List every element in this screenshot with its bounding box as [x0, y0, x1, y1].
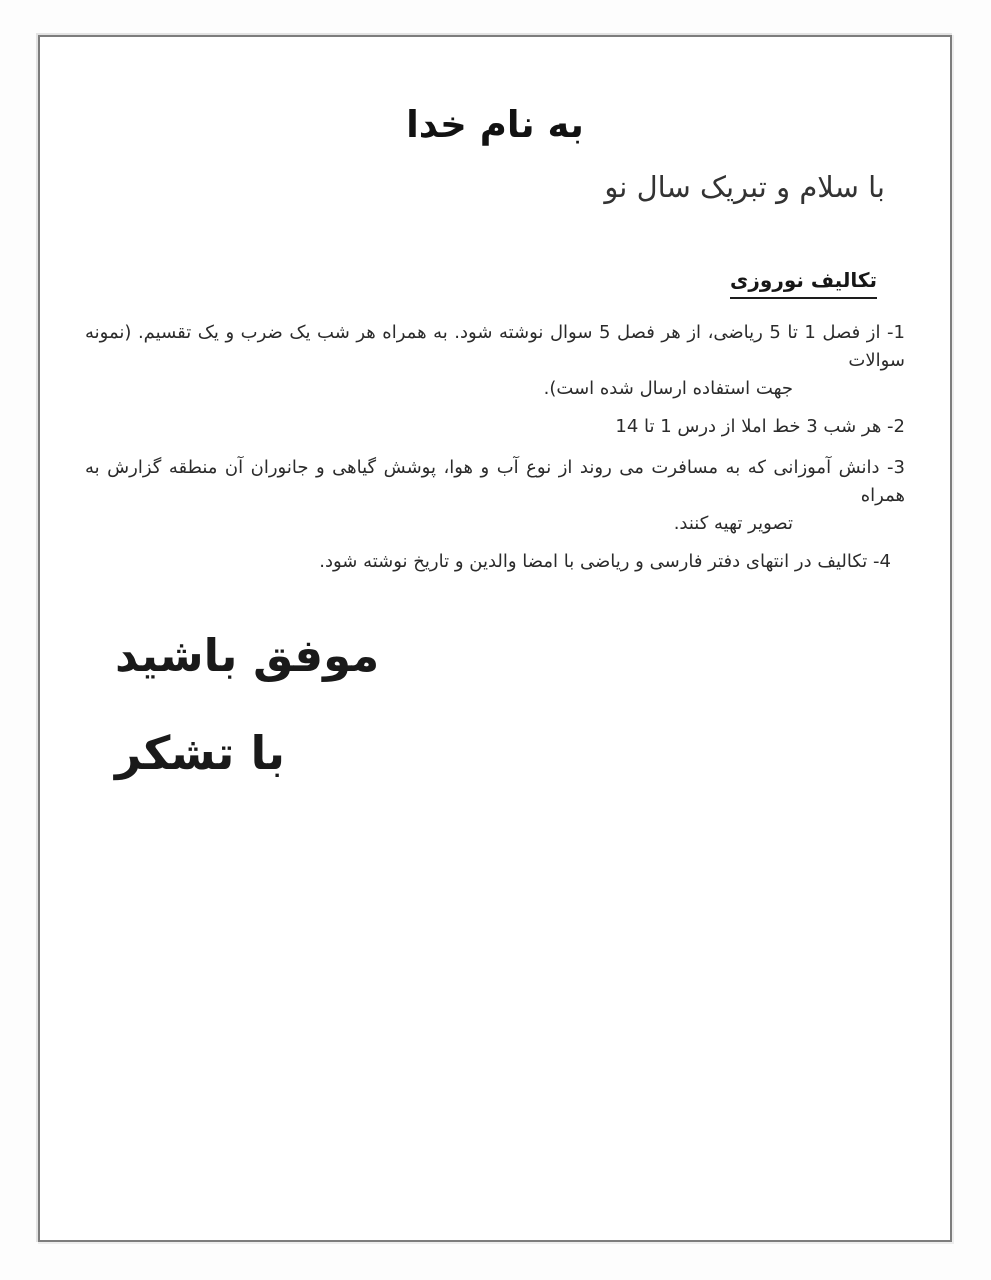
assignment-1-line-2: جهت استفاده ارسال شده است).	[543, 378, 793, 399]
assignments-list	[85, 319, 905, 576]
assignment-2-line-1: 2- هر شب 3 خط املا از درس 1 تا 14	[615, 416, 905, 437]
section-heading-text: تکالیف نوروزی	[730, 267, 877, 299]
assignment-item-1	[85, 319, 905, 403]
bismillah-title: به نام خدا	[406, 103, 584, 146]
greeting-line: با سلام و تبریک سال نو	[604, 170, 885, 204]
page-content	[40, 37, 950, 1240]
assignment-item-2	[85, 413, 905, 441]
assignment-3-line-1: 3- دانش آموزانی که به مسافرت می روند از نوع آب و هوا، پوشش گیاهی و جانوران آن منطقه گزارش به همراه	[85, 457, 905, 506]
assignment-4-line-1: 4- تکالیف در انتهای دفتر فارسی و ریاضی با امضا والدین و تاریخ نوشته شود.	[319, 551, 891, 572]
page-border-frame	[38, 35, 952, 1242]
section-heading	[85, 267, 877, 299]
assignment-item-3	[85, 454, 905, 538]
assignment-item-4	[85, 548, 905, 576]
assignment-1-line-1: 1- از فصل 1 تا 5 ریاضی، از هر فصل 5 سوال نوشته شود. به همراه هر شب یک ضرب و یک تقسیم. (نمونه سوالات	[85, 322, 905, 371]
closing-good-luck: موفق باشید	[115, 629, 380, 682]
closing-thanks: با تشکر	[115, 726, 286, 780]
assignment-3-line-2: تصویر تهیه کنند.	[673, 513, 793, 534]
